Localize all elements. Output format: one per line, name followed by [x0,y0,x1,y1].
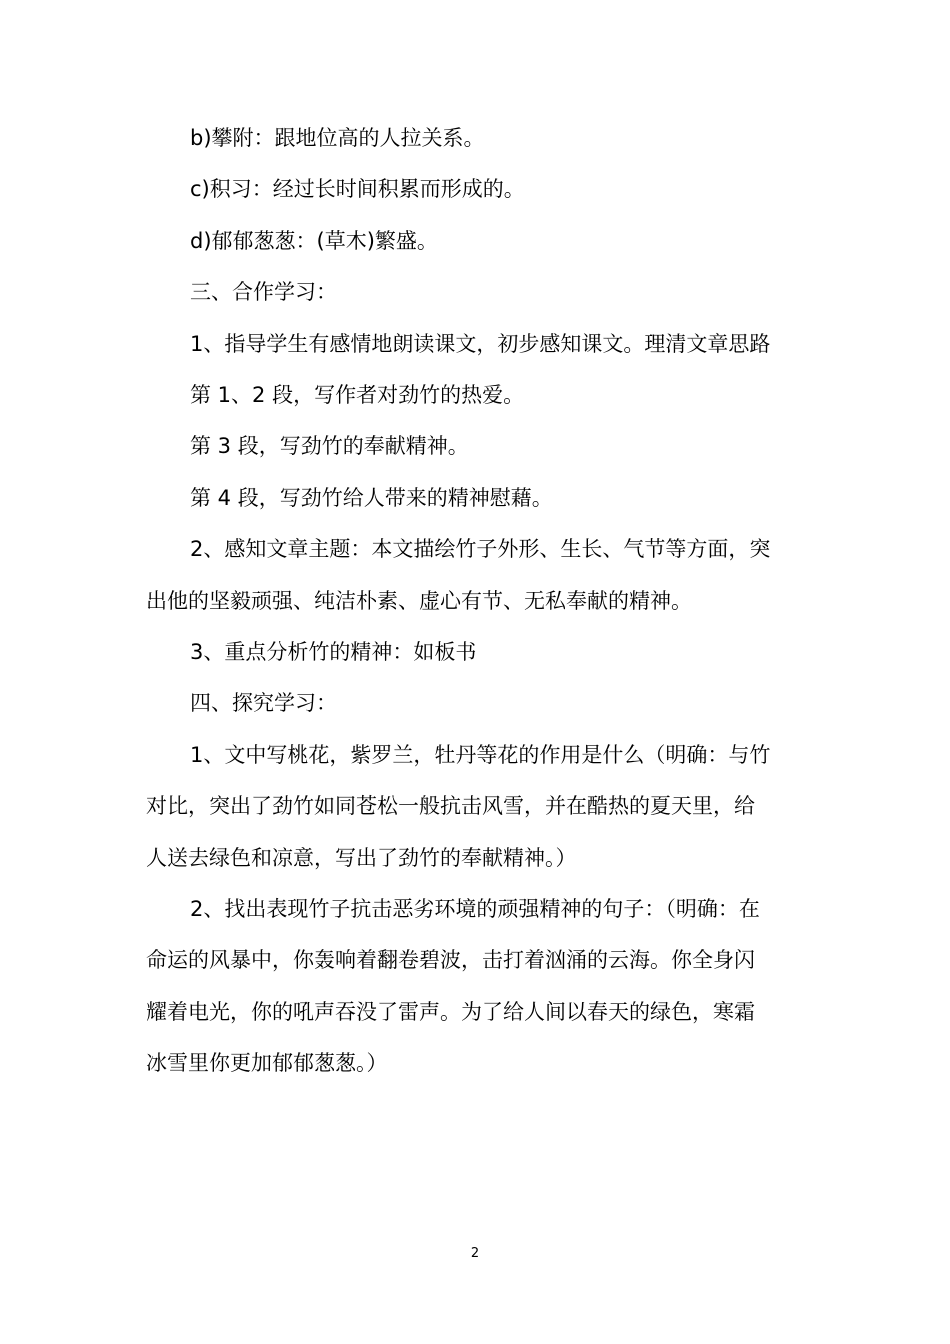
text-line: 第 3 段，写劲竹的奉献精神。 [190,434,469,458]
text-line: 1、指导学生有感情地朗读课文，初步感知课文。理清文章思路 [190,332,771,356]
text-line: 第 4 段，写劲竹给人带来的精神慰藉。 [190,486,553,510]
page-number: 2 [470,1246,480,1261]
text-line: 对比，突出了劲竹如同苍松一般抗击风雪，并在酷热的夏天里，给 [146,794,755,818]
text-line: 3、重点分析竹的精神：如板书 [190,640,477,664]
text-line: 冰雪里你更加郁郁葱葱。） [146,1051,388,1075]
section-heading: 四、探究学习： [190,691,337,715]
text-line: 耀着电光，你的吼声吞没了雷声。为了给人间以春天的绿色，寒霜 [146,1000,755,1024]
section-heading: 三、合作学习： [190,280,337,304]
text-line: 1、文中写桃花，紫罗兰，牡丹等花的作用是什么（明确：与竹 [190,743,771,767]
text-line: c)积习：经过长时间积累而形成的。 [190,177,525,201]
text-line: 出他的坚毅顽强、纯洁朴素、虚心有节、无私奉献的精神。 [146,589,692,613]
text-line: d)郁郁葱葱：(草木)繁盛。 [190,229,438,253]
text-line: 2、感知文章主题：本文描绘竹子外形、生长、气节等方面，突 [190,537,771,561]
text-line: b)攀附：跟地位高的人拉关系。 [190,126,485,150]
text-line: 2、找出表现竹子抗击恶劣环境的顽强精神的句子：（明确：在 [190,897,760,921]
text-line: 命运的风暴中，你轰响着翻卷碧波，击打着汹涌的云海。你全身闪 [146,948,755,972]
text-line: 人送去绿色和凉意，写出了劲竹的奉献精神。） [146,846,577,870]
text-line: 第 1、2 段，写作者对劲竹的热爱。 [190,383,525,407]
